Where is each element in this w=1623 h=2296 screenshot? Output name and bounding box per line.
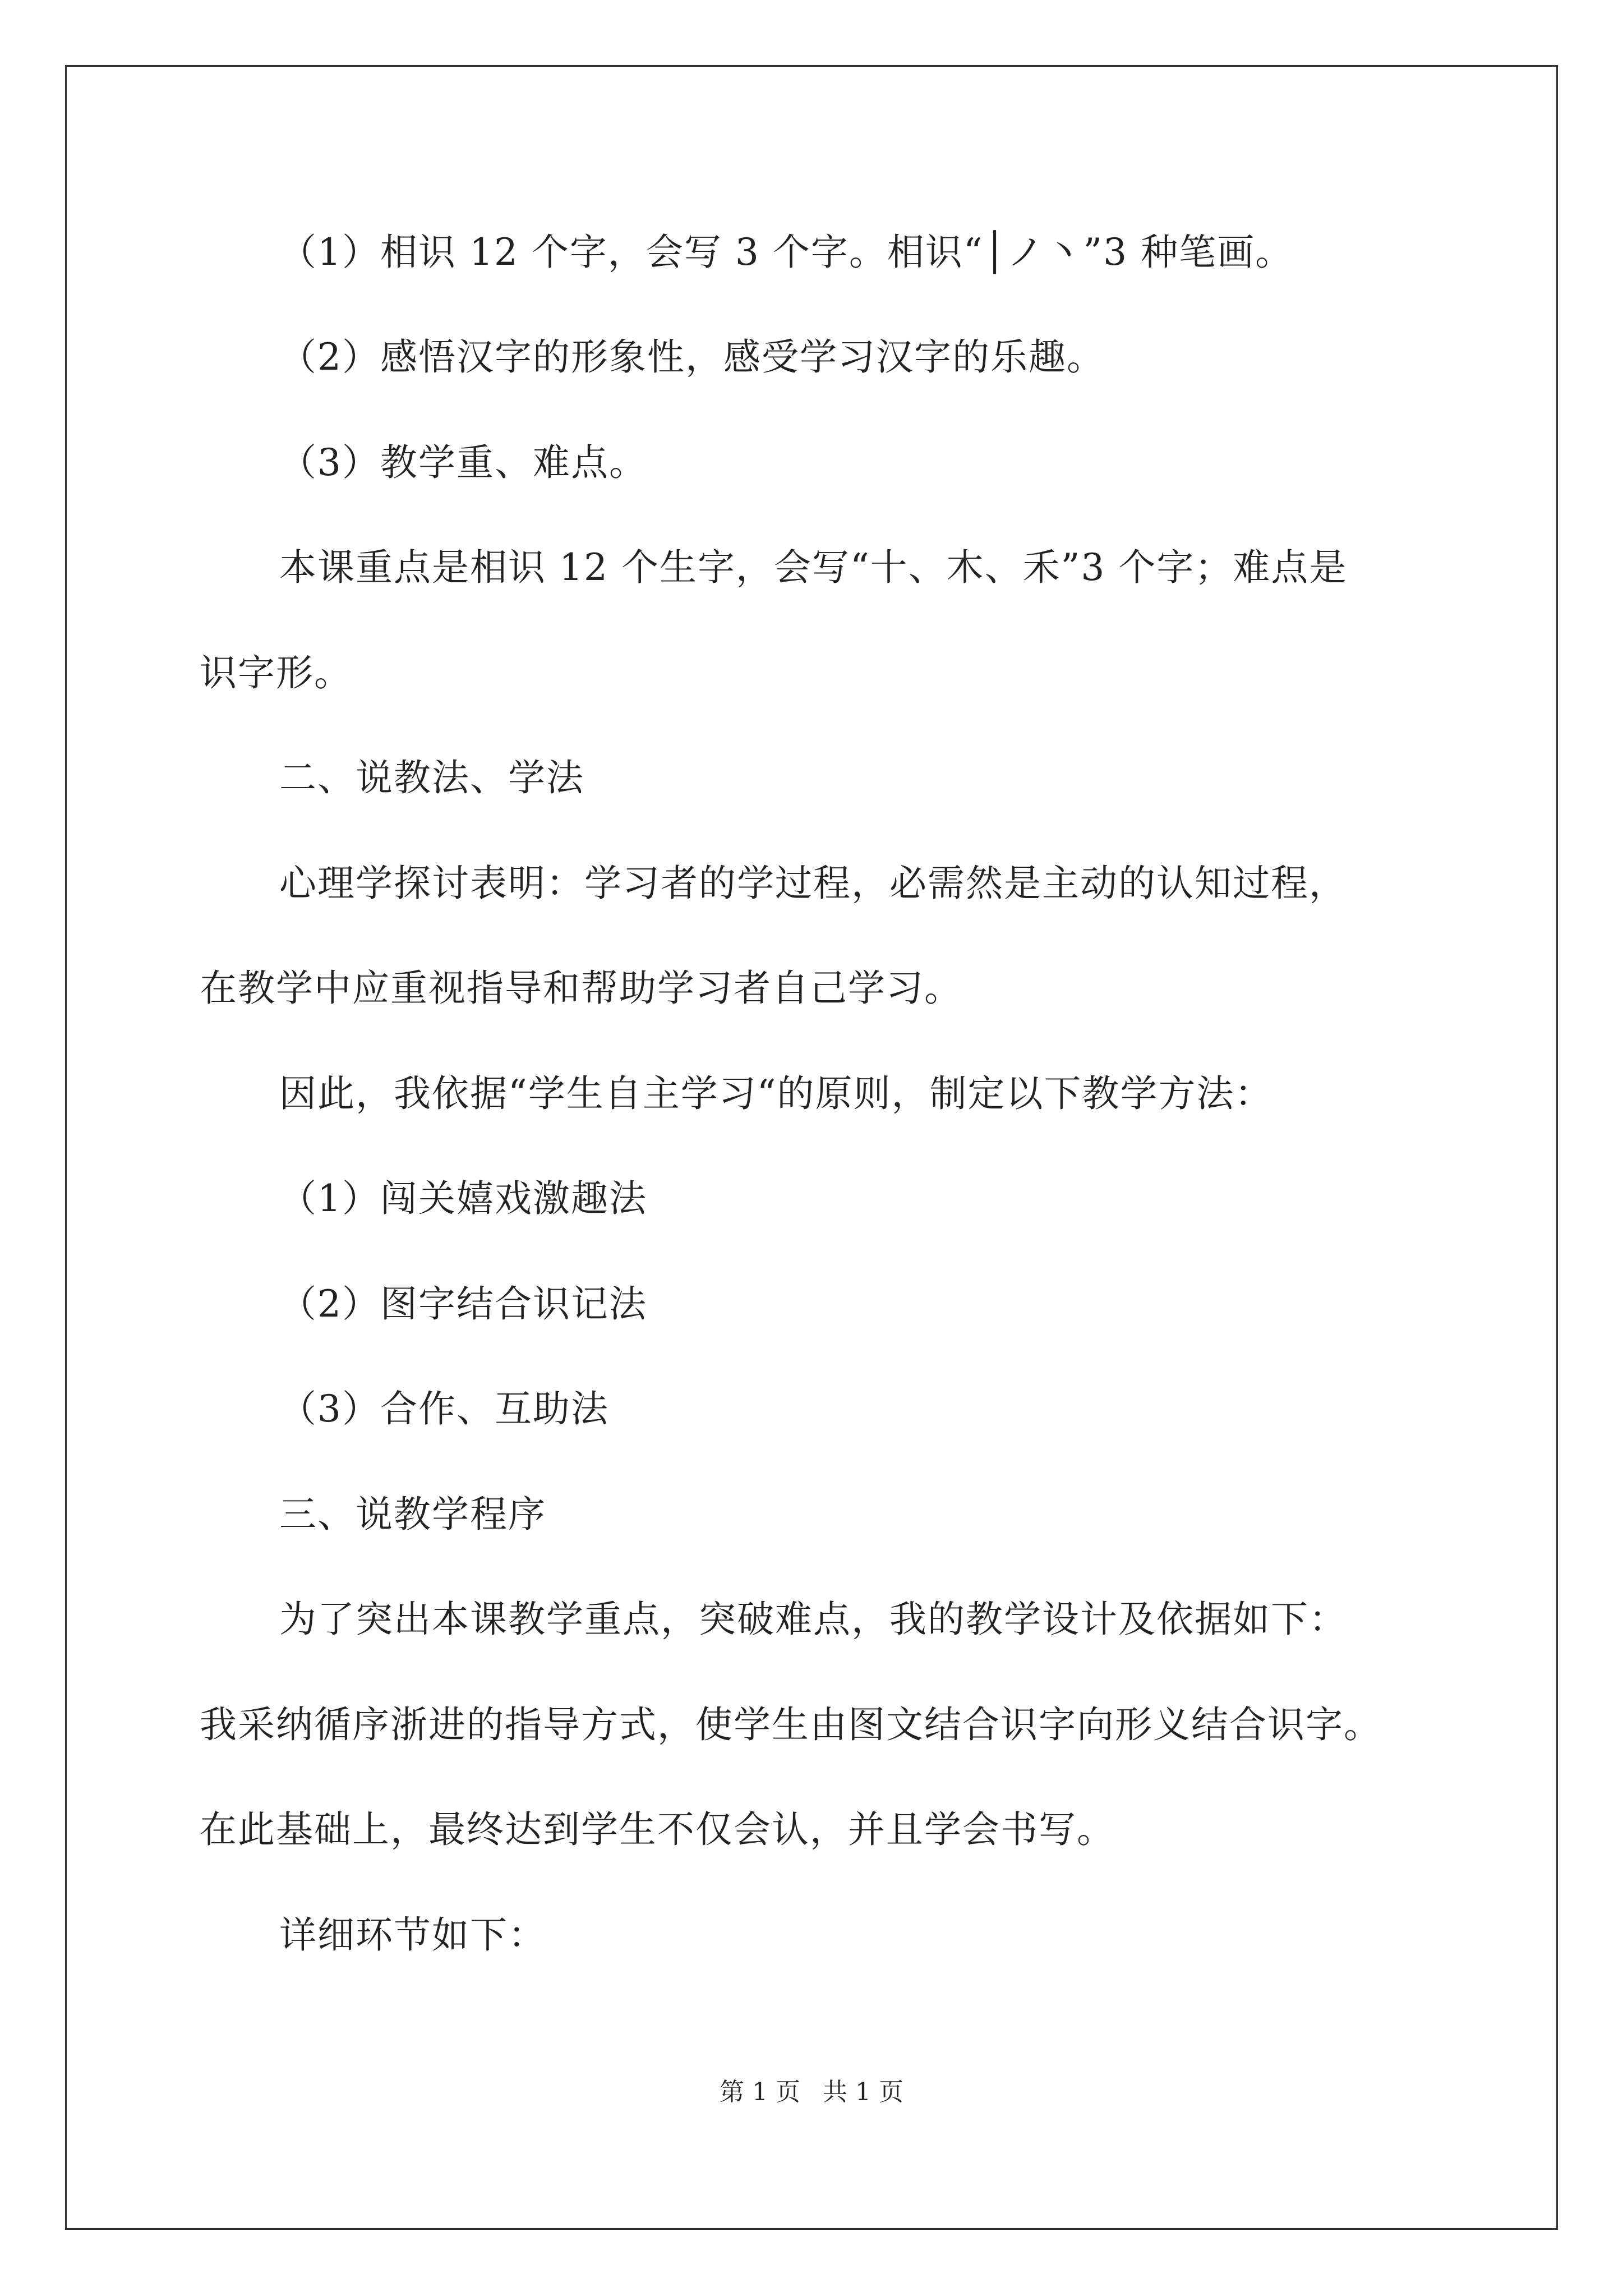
page-number: 第 1 页 bbox=[720, 2078, 800, 2106]
page-footer bbox=[0, 2076, 1623, 2109]
method-3: （3）合作、互助法 bbox=[279, 1387, 609, 1430]
objective-3: （3）教学重、难点。 bbox=[279, 441, 647, 484]
details-heading: 详细环节如下： bbox=[279, 1913, 546, 1957]
procedure-line-3: 在此基础上，最终达到学生不仅会认，并且学会书写。 bbox=[200, 1808, 1115, 1851]
page-border bbox=[65, 65, 1558, 2230]
procedure-line-1: 为了突出本课教学重点，突破难点，我的教学设计及依据如下： bbox=[279, 1598, 1347, 1641]
psychology-line-2: 在教学中应重视指导和帮助学习者自己学习。 bbox=[200, 967, 962, 1010]
section-heading-methods: 二、说教法、学法 bbox=[279, 756, 584, 799]
key-points-line-2: 识字形。 bbox=[200, 651, 352, 694]
methods-intro: 因此，我依据“学生自主学习“的原则，制定以下教学方法： bbox=[279, 1072, 1273, 1115]
key-points-line-1: 本课重点是相识 12 个生字，会写“十、木、禾”3 个字；难点是 bbox=[279, 546, 1348, 589]
method-2: （2）图字结合识记法 bbox=[279, 1282, 647, 1326]
page-total: 共 1 页 bbox=[823, 2078, 903, 2106]
psychology-line-1: 心理学探讨表明：学习者的学过程，必需然是主动的认知过程， bbox=[279, 862, 1347, 905]
objective-1: （1）相识 12 个字，会写 3 个字。相识“│ノ丶”3 种笔画。 bbox=[279, 231, 1294, 274]
method-1: （1）闯关嬉戏激趣法 bbox=[279, 1177, 647, 1220]
procedure-line-2: 我采纳循序浙进的指导方式，使学生由图文结合识字向形义结合识字。 bbox=[200, 1703, 1382, 1746]
objective-2: （2）感悟汉字的形象性，感受学习汉字的乐趣。 bbox=[279, 335, 1105, 379]
section-heading-procedure: 三、说教学程序 bbox=[279, 1493, 546, 1536]
